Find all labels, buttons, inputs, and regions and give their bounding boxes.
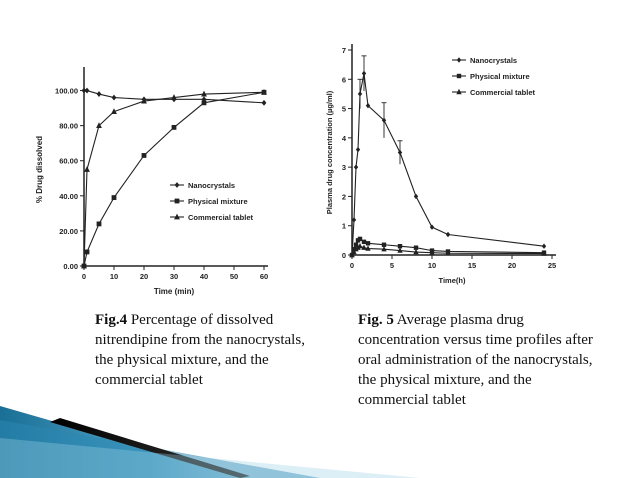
y-tick-label: 40.00 <box>59 191 78 201</box>
data-point <box>97 221 102 226</box>
data-point <box>356 147 360 152</box>
y-tick-label: 80.00 <box>59 121 78 131</box>
data-point <box>358 237 362 241</box>
data-point <box>354 164 358 169</box>
figure-4-text: Percentage of dissolved nitrendipine from the nanocrystals, the physical mixture, and the commercial tablet <box>95 312 305 388</box>
figure-4-caption <box>95 310 320 390</box>
y-tick-label: 0.00 <box>63 262 78 271</box>
data-point <box>366 241 370 245</box>
x-tick-label: 0 <box>349 261 355 270</box>
y-tick-label: 6 <box>341 75 346 85</box>
plasma-concentration-chart <box>322 40 572 290</box>
data-point <box>202 100 207 105</box>
y-tick-label: 4 <box>341 133 346 143</box>
y-tick-label: 7 <box>341 46 346 55</box>
y-tick-label: 20.00 <box>59 226 78 236</box>
x-tick-label: 20 <box>139 272 149 281</box>
x-tick-label: 60 <box>259 272 269 281</box>
series-line-physical-mixture <box>84 92 264 266</box>
x-axis-label: Time(h) <box>438 276 466 285</box>
x-tick-label: 25 <box>547 261 557 270</box>
x-tick-label: 0 <box>81 272 87 281</box>
data-point <box>262 100 267 106</box>
figure-5-caption <box>358 310 598 410</box>
data-point <box>85 88 90 94</box>
y-tick-label: 2 <box>341 192 346 202</box>
data-point <box>112 195 117 200</box>
x-tick-label: 20 <box>507 261 517 270</box>
data-point <box>362 240 366 244</box>
legend-marker <box>457 57 461 62</box>
y-tick-label: 3 <box>341 163 346 173</box>
x-tick-label: 30 <box>169 272 179 281</box>
data-point <box>112 95 117 101</box>
y-tick-label: 5 <box>341 104 346 114</box>
legend-marker <box>175 182 180 188</box>
legend-label: Commercial tablet <box>470 88 536 97</box>
figure-5-label: Fig. 5 <box>358 312 394 328</box>
data-point <box>542 244 546 249</box>
y-axis-label: % Drug dissolved <box>35 135 44 204</box>
data-point <box>446 232 450 237</box>
y-tick-label: 60.00 <box>59 156 78 166</box>
series-line-nanocrystals <box>352 73 544 255</box>
legend-label: Physical mixture <box>188 197 248 206</box>
data-point <box>84 166 90 172</box>
x-tick-label: 40 <box>199 272 209 281</box>
data-point <box>97 91 102 97</box>
legend-label: Nanocrystals <box>470 56 518 65</box>
x-axis-label: Time (min) <box>153 287 195 296</box>
legend-marker <box>175 199 180 204</box>
figure-5-text: Average plasma drug concentration versus time profiles after oral administration of the nanocrystals, the physical mixture, and the commercial tablet <box>358 312 593 408</box>
data-point <box>142 153 147 158</box>
legend-label: Physical mixture <box>470 72 530 81</box>
y-tick-label: 100.00 <box>55 86 78 96</box>
y-tick-label: 0 <box>341 251 346 260</box>
data-point <box>85 250 90 255</box>
legend-marker <box>457 74 461 78</box>
x-tick-label: 50 <box>229 272 239 281</box>
slide-corner-decoration <box>0 398 638 478</box>
x-tick-label: 10 <box>427 261 437 270</box>
legend-label: Nanocrystals <box>188 181 236 190</box>
data-point <box>172 125 177 130</box>
x-tick-label: 15 <box>467 261 477 270</box>
dissolution-chart <box>30 55 295 305</box>
figure-4-label: Fig.4 <box>95 312 128 328</box>
series-line-commercial-tablet <box>84 92 264 266</box>
y-tick-label: 1 <box>341 221 346 231</box>
legend-label: Commercial tablet <box>188 213 254 222</box>
x-tick-label: 5 <box>389 261 395 270</box>
x-tick-label: 10 <box>109 272 119 281</box>
y-axis-label: Plasma drug concentration (µg/ml) <box>325 90 334 215</box>
